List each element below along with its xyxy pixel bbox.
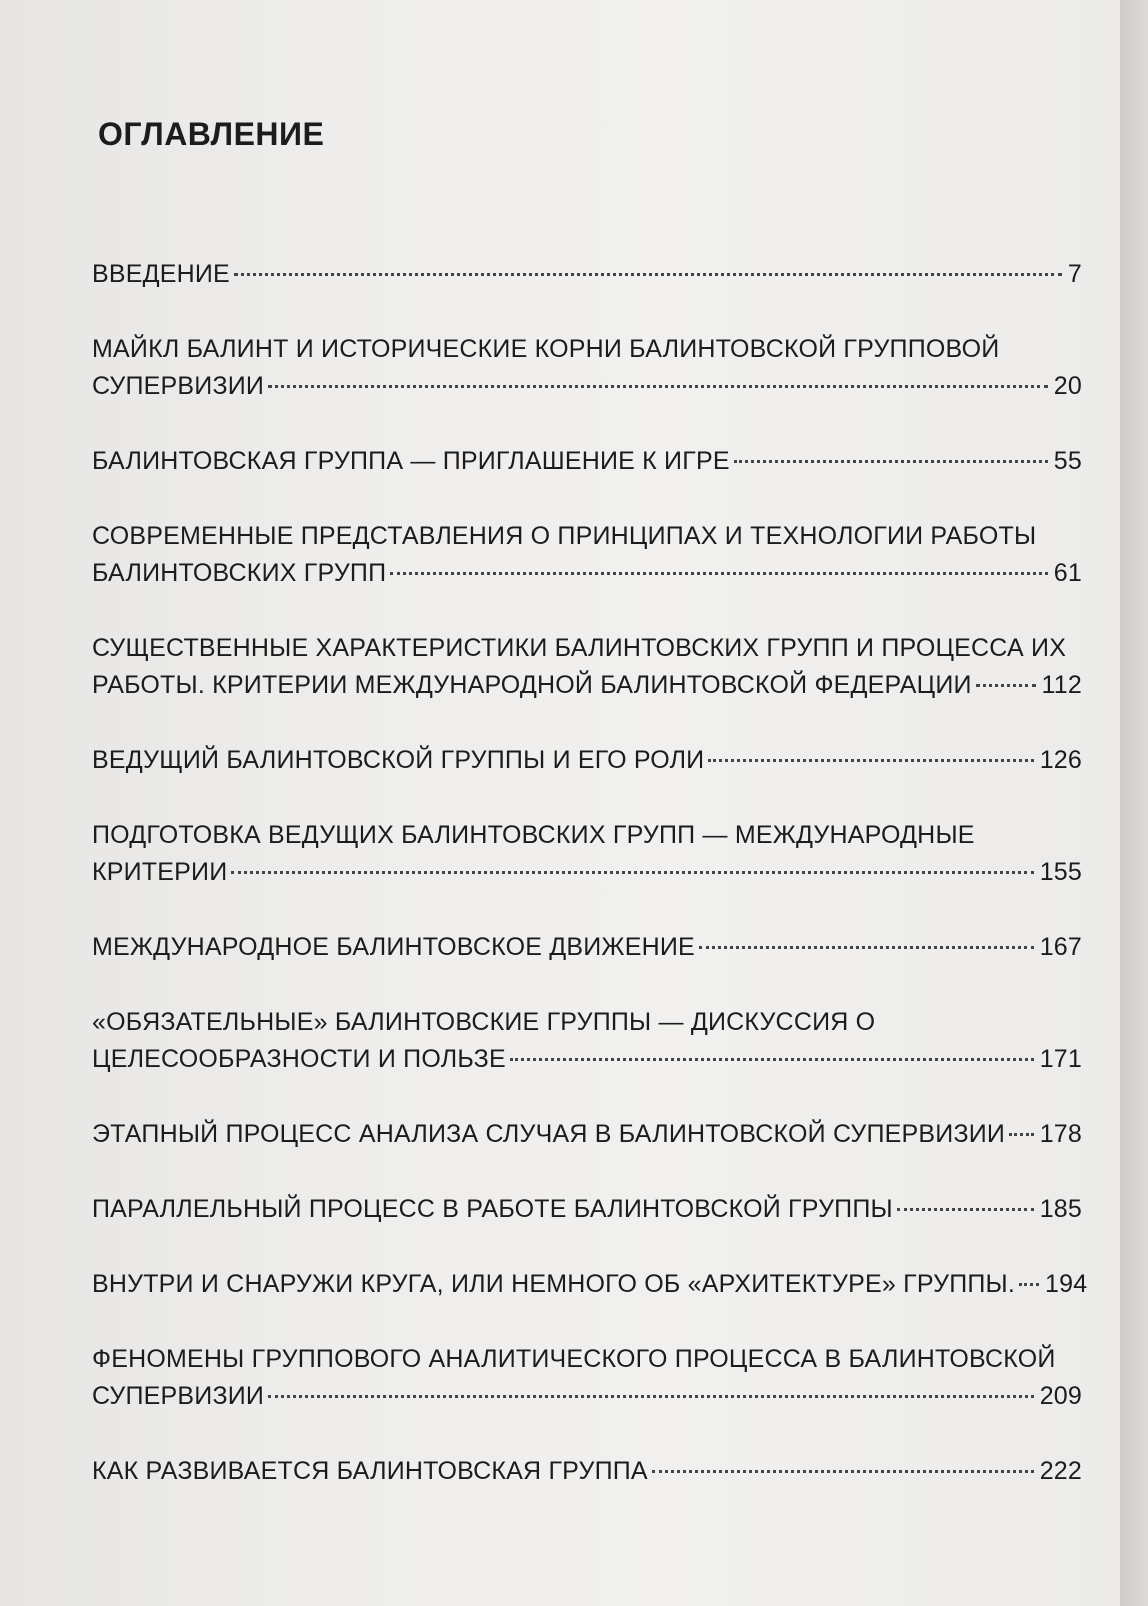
toc-page-number: 167 — [1039, 933, 1082, 961]
toc-entry — [92, 443, 1082, 480]
toc-entry-row — [92, 1453, 1082, 1490]
toc-entry — [92, 331, 1082, 405]
toc-entry — [92, 742, 1082, 779]
toc-entry — [92, 1116, 1082, 1153]
toc-entry-row — [92, 256, 1082, 293]
toc-page-number: 185 — [1039, 1195, 1082, 1223]
dot-leader — [234, 273, 1062, 276]
toc-entry — [92, 1453, 1082, 1490]
toc-entry-row — [92, 443, 1082, 480]
toc-entry-title: КРИТЕРИИ — [92, 858, 228, 886]
toc-entry-title: ВЕДУЩИЙ БАЛИНТОВСКОЙ ГРУППЫ И ЕГО РОЛИ — [92, 746, 705, 774]
toc-entry — [92, 929, 1082, 966]
toc-entry-row — [92, 368, 1082, 405]
toc-entry-title: ЭТАПНЫЙ ПРОЦЕСС АНАЛИЗА СЛУЧАЯ В БАЛИНТОВСКОЙ СУПЕРВИЗИИ — [92, 1120, 1006, 1148]
toc-entry-row — [92, 929, 1082, 966]
dot-leader — [652, 1470, 1034, 1473]
toc-entry-title: ЦЕЛЕСООБРАЗНОСТИ И ПОЛЬЗЕ — [92, 1045, 506, 1073]
toc-entry-title: ПАРАЛЛЕЛЬНЫЙ ПРОЦЕСС В РАБОТЕ БАЛИНТОВСКОЙ ГРУППЫ — [92, 1195, 893, 1223]
toc-page-number: 55 — [1053, 447, 1082, 475]
toc-entry — [92, 817, 1082, 891]
toc-entry-row — [92, 555, 1082, 592]
dot-leader — [231, 871, 1033, 874]
toc-entry — [92, 256, 1082, 293]
toc-entry — [92, 1266, 1088, 1303]
dot-leader — [390, 572, 1048, 575]
toc-entry — [92, 1004, 1082, 1078]
toc-entry — [92, 1341, 1082, 1415]
toc-page-number: 112 — [1041, 671, 1082, 699]
page-title: ОГЛАВЛЕНИЕ — [98, 116, 325, 152]
dot-leader — [1009, 1133, 1034, 1136]
dot-leader — [976, 684, 1036, 687]
toc-page-number: 194 — [1045, 1270, 1088, 1298]
toc-page-number: 20 — [1053, 372, 1082, 400]
dot-leader — [1019, 1283, 1039, 1286]
toc-entry-title: КАК РАЗВИВАЕТСЯ БАЛИНТОВСКАЯ ГРУППА — [92, 1457, 648, 1485]
dot-leader — [897, 1208, 1034, 1211]
toc-entry — [92, 518, 1082, 592]
toc-page-number: 171 — [1039, 1045, 1082, 1073]
toc-entry-row — [92, 1041, 1082, 1078]
toc-entry-title-line1: ПОДГОТОВКА ВЕДУЩИХ БАЛИНТОВСКИХ ГРУПП — МЕЖДУНАРОДНЫЕ — [92, 821, 975, 849]
toc-entry-title: ВНУТРИ И СНАРУЖИ КРУГА, ИЛИ НЕМНОГО ОБ «АРХИТЕКТУРЕ» ГРУППЫ. — [92, 1270, 1016, 1298]
toc-entry-title: РАБОТЫ. КРИТЕРИИ МЕЖДУНАРОДНОЙ БАЛИНТОВСКОЙ ФЕДЕРАЦИИ — [92, 671, 972, 699]
dot-leader — [734, 460, 1048, 463]
toc-page-number: 209 — [1039, 1382, 1082, 1410]
toc-page-number: 126 — [1039, 746, 1082, 774]
toc-entry-row — [92, 1191, 1082, 1228]
toc-page-number: 7 — [1067, 260, 1082, 288]
toc-entry-row — [92, 742, 1082, 779]
toc-entry-row — [92, 1116, 1082, 1153]
book-edge — [1120, 0, 1148, 1606]
toc-entry-title: ВВЕДЕНИЕ — [92, 260, 230, 288]
toc-entry — [92, 630, 1082, 704]
toc-page-number: 222 — [1039, 1457, 1082, 1485]
toc-entry-title: МЕЖДУНАРОДНОЕ БАЛИНТОВСКОЕ ДВИЖЕНИЕ — [92, 933, 695, 961]
toc-entry-title-line1: ФЕНОМЕНЫ ГРУППОВОГО АНАЛИТИЧЕСКОГО ПРОЦЕССА В БАЛИНТОВСКОЙ — [92, 1345, 1056, 1373]
dot-leader — [268, 1395, 1034, 1398]
toc-list — [92, 256, 1088, 1490]
toc-page-number: 61 — [1053, 559, 1082, 587]
toc-entry-title: СУПЕРВИЗИИ — [92, 372, 265, 400]
toc-entry-row — [92, 854, 1082, 891]
toc-entry — [92, 1191, 1082, 1228]
toc-page-number: 155 — [1039, 858, 1082, 886]
toc-entry-title: СУПЕРВИЗИИ — [92, 1382, 265, 1410]
toc-entry-row — [92, 1266, 1088, 1303]
toc-entry-title-line1: МАЙКЛ БАЛИНТ И ИСТОРИЧЕСКИЕ КОРНИ БАЛИНТОВСКОЙ ГРУППОВОЙ — [92, 335, 1000, 363]
toc-entry-title-line1: СОВРЕМЕННЫЕ ПРЕДСТАВЛЕНИЯ О ПРИНЦИПАХ И ТЕХНОЛОГИИ РАБОТЫ — [92, 522, 1037, 550]
toc-entry-title-line1: СУЩЕСТВЕННЫЕ ХАРАКТЕРИСТИКИ БАЛИНТОВСКИХ ГРУПП И ПРОЦЕССА ИХ — [92, 634, 1067, 662]
toc-page-number: 178 — [1039, 1120, 1082, 1148]
toc-entry-row — [92, 1378, 1082, 1415]
toc-entry-title: БАЛИНТОВСКАЯ ГРУППА — ПРИГЛАШЕНИЕ К ИГРЕ — [92, 447, 730, 475]
toc-entry-title: БАЛИНТОВСКИХ ГРУПП — [92, 559, 387, 587]
toc-entry-title-line1: «ОБЯЗАТЕЛЬНЫЕ» БАЛИНТОВСКИЕ ГРУППЫ — ДИСКУССИЯ О — [92, 1008, 876, 1036]
dot-leader — [699, 946, 1034, 949]
dot-leader — [268, 385, 1048, 388]
toc-entry-row — [92, 667, 1082, 704]
toc-content — [92, 110, 1088, 1528]
dot-leader — [708, 759, 1033, 762]
dot-leader — [510, 1058, 1034, 1061]
